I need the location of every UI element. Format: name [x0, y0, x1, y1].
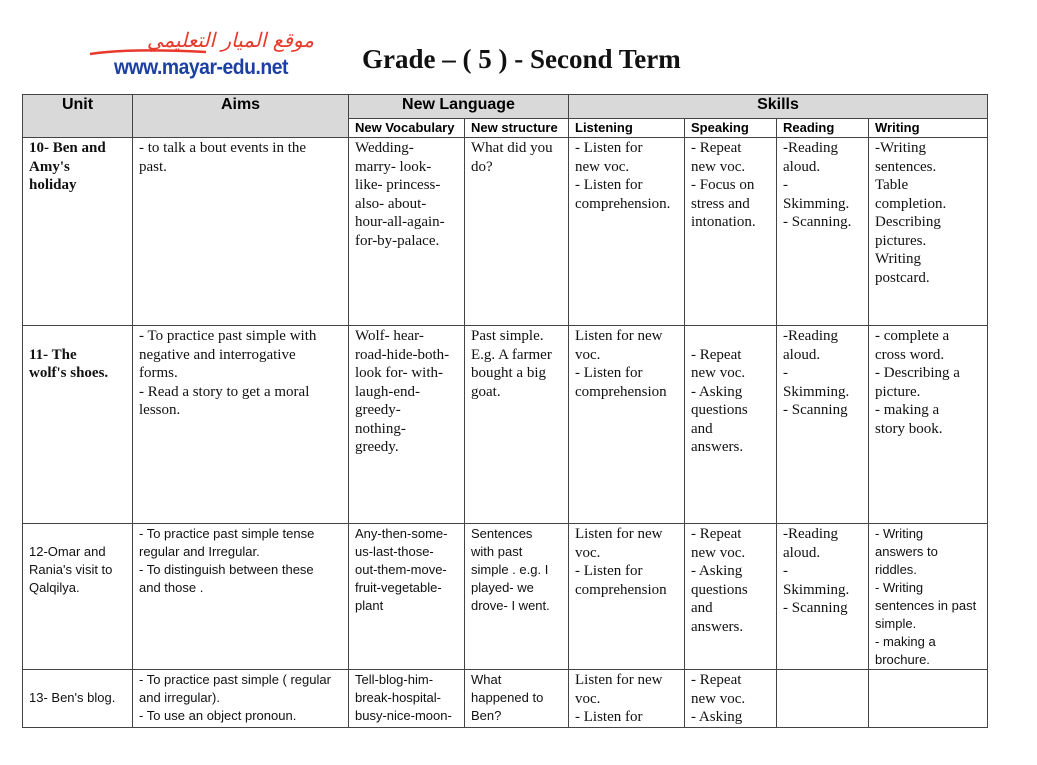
cell-aims: [133, 524, 349, 670]
cell-line: Any-then-some-: [355, 526, 448, 541]
cell-line: road-hide-both-: [355, 346, 450, 363]
cell-line: -: [783, 177, 788, 193]
cell-line: aloud.: [783, 346, 821, 363]
table-row: [23, 670, 988, 728]
cell-line: forms.: [139, 365, 178, 381]
cell-line: and: [691, 600, 713, 616]
cell-speaking: [685, 138, 777, 326]
cell-line: Wolf- hear-: [355, 328, 424, 344]
cell-line: Rania's visit to: [29, 562, 113, 577]
cell-writing: [869, 326, 988, 524]
cell-unit: [23, 670, 133, 728]
cell-line: - Read a story to get a moral: [139, 383, 310, 400]
cell-line: - Repeat: [691, 140, 742, 156]
cell-line: goat.: [471, 383, 501, 400]
cell-structure: [465, 524, 569, 670]
cell-unit: [23, 138, 133, 326]
cell-line: and those .: [139, 580, 204, 595]
cell-line: intonation.: [691, 214, 756, 230]
cell-line: - To use an object pronoun.: [139, 708, 297, 723]
table-row: [23, 138, 988, 326]
cell-line: greedy-: [355, 402, 401, 418]
cell-line: brochure.: [875, 652, 930, 667]
cell-line: regular and Irregular.: [139, 544, 260, 559]
cell-line: Listen for new: [575, 672, 663, 688]
header-aims: Aims: [133, 95, 349, 138]
cell-line: completion.: [875, 195, 947, 212]
cell-line: - Scanning: [783, 402, 848, 418]
site-logo: [88, 28, 320, 88]
cell-line: riddles.: [875, 562, 917, 577]
cell-line: - Asking: [691, 383, 743, 400]
cell-reading: [777, 326, 869, 524]
cell-line: Past simple.: [471, 328, 544, 344]
cell-vocabulary: [349, 326, 465, 524]
cell-structure: [465, 670, 569, 728]
cell-line: - Listen for: [575, 177, 643, 193]
cell-line: aloud.: [783, 158, 821, 175]
cell-line: Listen for new: [575, 526, 663, 542]
cell-line: postcard.: [875, 269, 930, 286]
cell-line: -: [783, 563, 788, 579]
header-new-structure: New structure: [465, 119, 569, 138]
cell-structure: [465, 138, 569, 326]
cell-line: - Writing: [875, 526, 924, 541]
cell-line: -: [783, 365, 788, 381]
cell-line: bought a big: [471, 365, 546, 381]
cell-line: 12-Omar and: [29, 544, 106, 559]
cell-line: simple . e.g. I: [471, 562, 549, 577]
cell-line: - Focus on: [691, 177, 755, 193]
table-row: [23, 524, 988, 670]
cell-line: negative and interrogative: [139, 346, 296, 363]
cell-line: played- we: [471, 580, 534, 595]
cell-line: - To practice past simple with: [139, 328, 317, 344]
cell-line: laugh-end-: [355, 383, 420, 400]
cell-line: - To practice past simple tense: [139, 526, 315, 541]
page-title: Grade – ( 5 ) - Second Term: [362, 44, 681, 74]
cell-line: - Repeat: [691, 346, 742, 363]
cell-line: with past: [471, 544, 523, 559]
cell-speaking: [685, 524, 777, 670]
cell-line: new voc.: [691, 365, 746, 381]
cell-line: aloud.: [783, 544, 821, 561]
cell-line: Wedding-: [355, 140, 414, 156]
cell-line: Qalqilya.: [29, 580, 80, 595]
cell-line: new voc.: [691, 158, 746, 175]
cell-line: stress and: [691, 195, 750, 212]
cell-aims: [133, 138, 349, 326]
cell-listening: [569, 138, 685, 326]
cell-line: greedy.: [355, 439, 399, 455]
cell-listening: [569, 670, 685, 728]
cell-line: Sentences: [471, 526, 533, 541]
cell-aims: [133, 670, 349, 728]
cell-line: story book.: [875, 420, 943, 437]
cell-line: plant: [355, 598, 384, 613]
cell-line: comprehension: [575, 383, 667, 400]
cell-line: nothing-: [355, 420, 406, 437]
cell-listening: [569, 326, 685, 524]
cell-line: break-hospital-: [355, 690, 441, 705]
cell-writing: [869, 138, 988, 326]
cell-line: and: [691, 420, 713, 437]
cell-line: hour-all-again-: [355, 214, 445, 230]
cell-line: E.g. A farmer: [471, 346, 552, 363]
cell-line: new voc.: [575, 158, 630, 175]
cell-line: happened to: [471, 690, 544, 705]
cell-line: Writing: [875, 251, 922, 267]
cell-line: - Asking: [691, 709, 743, 725]
cell-line: voc.: [575, 346, 601, 363]
cell-line: cross word.: [875, 346, 945, 363]
cell-line: simple.: [875, 616, 917, 631]
cell-line: sentences in past: [875, 598, 977, 613]
cell-line: [29, 671, 126, 689]
cell-line: - Listen for: [575, 709, 643, 725]
cell-line: Skimming.: [783, 195, 850, 212]
cell-line: out-them-move-: [355, 562, 447, 577]
header-writing: Writing: [869, 119, 988, 138]
cell-line: new voc.: [691, 544, 746, 561]
cell-line: - Describing a: [875, 365, 960, 381]
cell-line: - Asking: [691, 563, 743, 579]
cell-unit: [23, 326, 133, 524]
cell-line: do?: [471, 158, 493, 175]
cell-line: -Reading: [783, 328, 838, 344]
cell-line: drove- I went.: [471, 598, 550, 613]
header-speaking: Speaking: [685, 119, 777, 138]
cell-line: [691, 327, 770, 346]
cell-line: [29, 327, 126, 346]
cell-line: questions: [691, 402, 748, 418]
cell-line: comprehension: [575, 581, 667, 598]
cell-listening: [569, 524, 685, 670]
cell-writing: [869, 670, 988, 728]
cell-line: 13- Ben's blog.: [29, 690, 116, 705]
cell-line: past.: [139, 158, 167, 175]
cell-line: pictures.: [875, 232, 927, 249]
logo-url-text: www.mayar-edu.net: [114, 56, 288, 79]
header-unit: Unit: [23, 95, 133, 138]
cell-line: 10- Ben and: [29, 140, 106, 156]
cell-line: Skimming.: [783, 383, 850, 400]
cell-line: us-last-those-: [355, 544, 434, 559]
cell-line: 11- The: [29, 346, 77, 363]
cell-line: Tell-blog-him-: [355, 672, 434, 687]
logo-arabic-text: موقع الميار التعليمي: [146, 28, 314, 52]
header-skills: Skills: [569, 95, 988, 119]
cell-line: for-by-palace.: [355, 232, 440, 249]
cell-line: voc.: [575, 690, 601, 707]
cell-line: sentences.: [875, 158, 937, 175]
cell-line: voc.: [575, 544, 601, 561]
cell-line: like- princess-: [355, 177, 441, 193]
cell-writing: [869, 524, 988, 670]
cell-line: - Repeat: [691, 526, 742, 542]
cell-line: - making a: [875, 634, 936, 649]
cell-line: lesson.: [139, 402, 181, 418]
cell-line: also- about-: [355, 195, 427, 212]
cell-aims: [133, 326, 349, 524]
cell-line: Amy's: [29, 158, 70, 175]
cell-line: marry- look-: [355, 158, 432, 175]
cell-structure: [465, 326, 569, 524]
header-new-vocabulary: New Vocabulary: [349, 119, 465, 138]
cell-line: - Listen for: [575, 140, 643, 156]
cell-line: picture.: [875, 383, 921, 400]
cell-line: What: [471, 672, 502, 687]
table-row: [23, 326, 988, 524]
cell-line: Skimming.: [783, 581, 850, 598]
cell-line: - Writing: [875, 580, 924, 595]
cell-line: Table: [875, 177, 909, 193]
cell-line: comprehension.: [575, 195, 671, 212]
cell-line: questions: [691, 581, 748, 598]
cell-line: answers.: [691, 618, 744, 635]
cell-line: - complete a: [875, 328, 950, 344]
header-listening: Listening: [569, 119, 685, 138]
cell-line: wolf's shoes.: [29, 365, 109, 381]
cell-line: - Listen for: [575, 563, 643, 579]
cell-line: holiday: [29, 177, 77, 193]
cell-line: - Scanning: [783, 600, 848, 616]
cell-line: - Repeat: [691, 672, 742, 688]
cell-line: answers.: [691, 439, 744, 455]
cell-line: answers to: [875, 544, 938, 559]
cell-reading: [777, 524, 869, 670]
header-new-language: New Language: [349, 95, 569, 119]
cell-line: fruit-vegetable-: [355, 580, 442, 595]
cell-line: Listen for new: [575, 328, 663, 344]
cell-reading: [777, 138, 869, 326]
cell-line: new voc.: [691, 690, 746, 707]
cell-line: Describing: [875, 214, 941, 230]
curriculum-table: [22, 94, 988, 728]
cell-reading: [777, 670, 869, 728]
cell-speaking: [685, 326, 777, 524]
cell-vocabulary: [349, 524, 465, 670]
cell-line: - making a: [875, 402, 940, 418]
cell-line: [29, 525, 126, 543]
cell-line: - Listen for: [575, 365, 643, 381]
cell-unit: [23, 524, 133, 670]
cell-line: - To practice past simple ( regular: [139, 672, 331, 687]
cell-line: look for- with-: [355, 365, 444, 381]
cell-vocabulary: [349, 670, 465, 728]
cell-speaking: [685, 670, 777, 728]
cell-line: -Writing: [875, 140, 927, 156]
cell-line: and irregular).: [139, 690, 220, 705]
cell-line: -Reading: [783, 140, 838, 156]
cell-line: - Scanning.: [783, 214, 852, 230]
cell-line: Ben?: [471, 708, 502, 723]
cell-line: busy-nice-moon-: [355, 708, 452, 723]
cell-line: - To distinguish between these: [139, 562, 314, 577]
cell-line: -Reading: [783, 526, 838, 542]
cell-line: - to talk a bout events in the: [139, 140, 307, 156]
cell-line: What did you: [471, 140, 553, 156]
cell-vocabulary: [349, 138, 465, 326]
header-reading: Reading: [777, 119, 869, 138]
